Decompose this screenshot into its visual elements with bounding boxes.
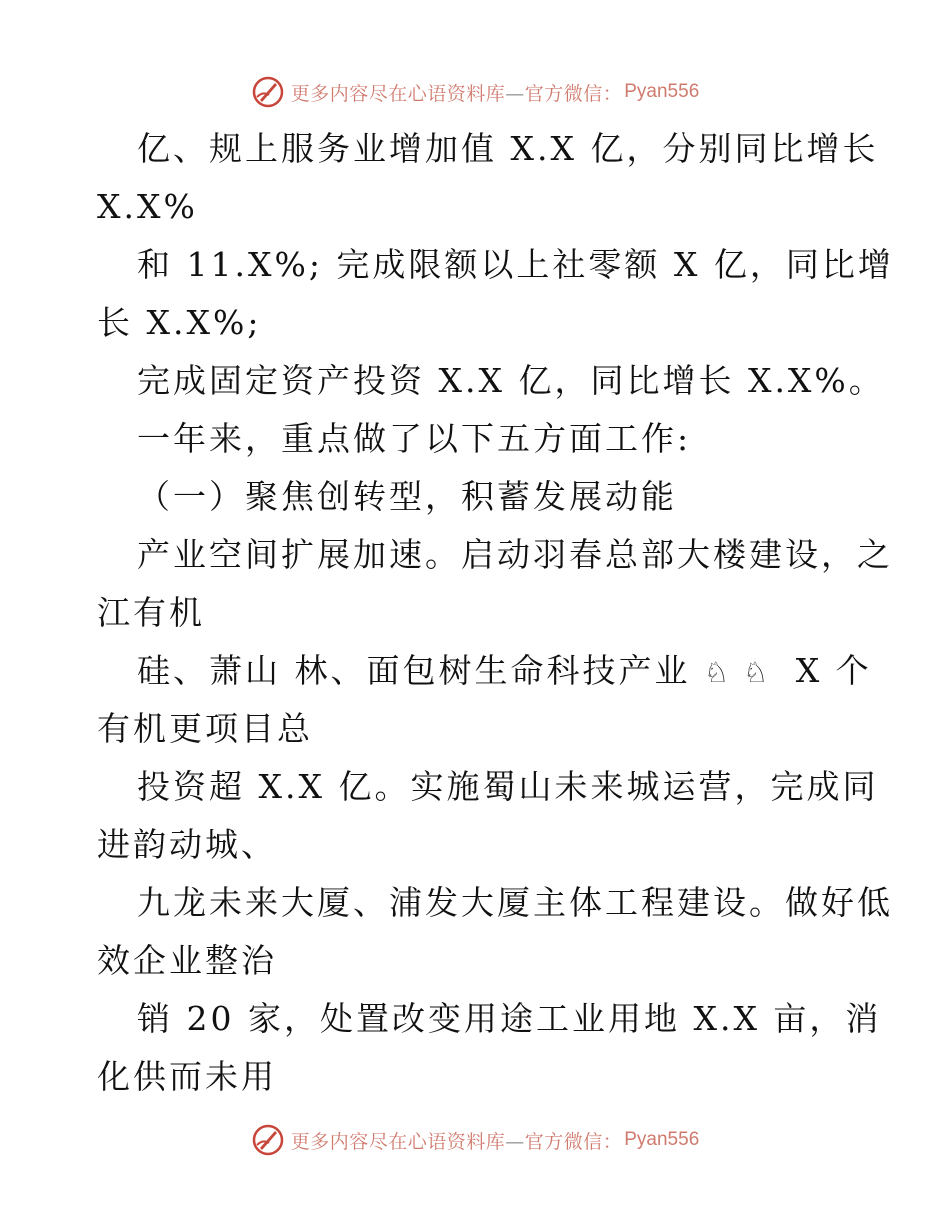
watermark-text: 更多内容尽在心语资料库—官方微信： bbox=[290, 1130, 623, 1153]
text-line: 效企业整治 bbox=[97, 941, 277, 980]
text-line: 完成固定资产投资 X.X 亿，同比增长 X.X%。 bbox=[137, 361, 885, 400]
watermark-header bbox=[0, 70, 950, 114]
text-line: 化供而未用 bbox=[97, 1057, 277, 1096]
quill-logo-icon bbox=[251, 75, 285, 109]
text-line: 亿、规上服务业增加值 X.X 亿，分别同比增长 bbox=[137, 129, 879, 168]
watermark-wechat-id: Pyan556 bbox=[624, 81, 700, 102]
knight-glyph-icon: ♘♘ bbox=[704, 656, 783, 689]
text-line bbox=[137, 642, 872, 702]
text-line: 和 11.X%; 完成限额以上社零额 X 亿，同比增 bbox=[137, 245, 894, 284]
section-heading: （一）聚焦创转型，积蓄发展动能 bbox=[137, 477, 677, 516]
text-line: 投资超 X.X 亿。实施蜀山未来城运营，完成同 bbox=[137, 767, 879, 806]
text-line: 进韵动城、 bbox=[97, 825, 277, 864]
quill-logo-icon bbox=[251, 1123, 285, 1157]
watermark-text: 更多内容尽在心语资料库—官方微信： bbox=[290, 82, 623, 105]
text-line: 九龙未来大厦、浦发大厦主体工程建设。做好低 bbox=[137, 883, 893, 922]
text-line: 长 X.X%; bbox=[97, 303, 262, 342]
text-line: 产业空间扩展加速。启动羽春总部大楼建设，之 bbox=[137, 535, 893, 574]
text-line: 有机更项目总 bbox=[97, 709, 313, 748]
text-line: 销 20 家，处置改变用途工业用地 X.X 亩，消 bbox=[137, 999, 882, 1038]
text-line: 江有机 bbox=[97, 593, 205, 632]
watermark-wechat-id: Pyan556 bbox=[624, 1129, 700, 1150]
text-segment: X 个 bbox=[795, 651, 872, 690]
text-segment: 硅、萧山 林、面包树生命科技产业 bbox=[137, 651, 691, 690]
watermark-footer bbox=[0, 1118, 950, 1162]
text-line: X.X% bbox=[97, 187, 198, 226]
text-line: 一年来，重点做了以下五方面工作: bbox=[137, 419, 692, 458]
